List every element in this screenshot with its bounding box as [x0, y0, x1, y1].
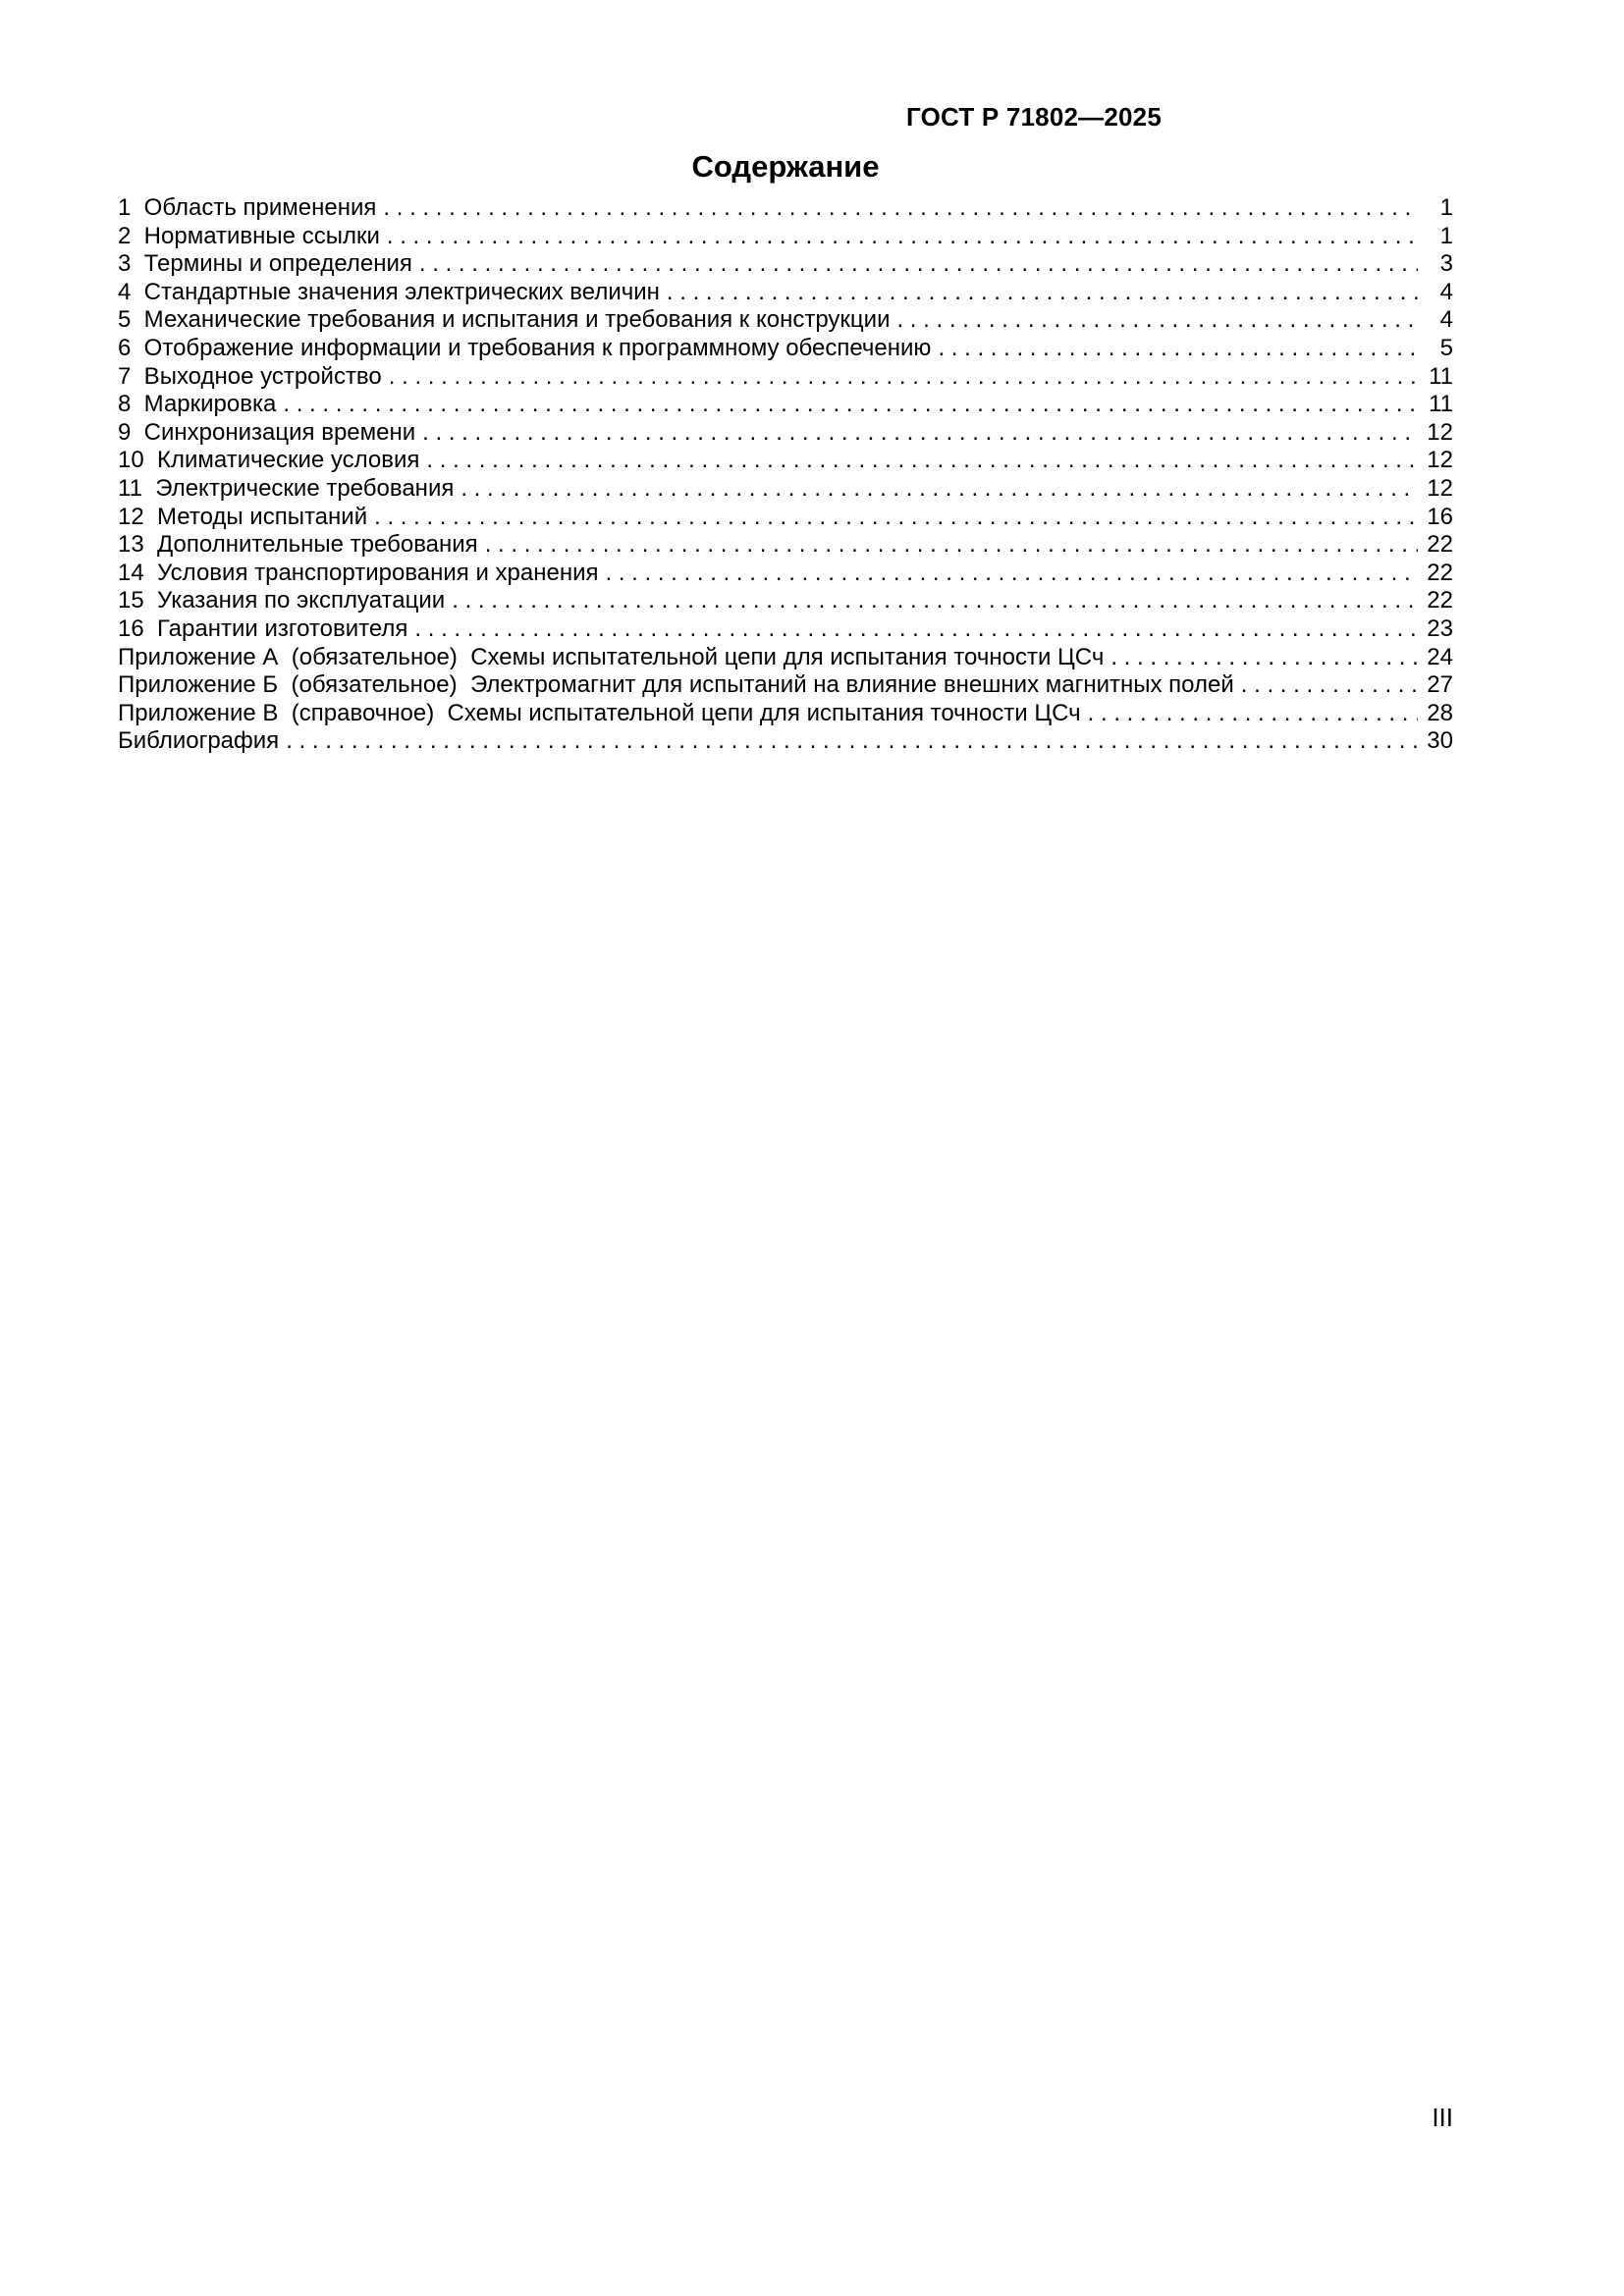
toc-dot-leader: [896, 306, 1418, 335]
toc-entry-label: 14 Условия транспортирования и хранения: [118, 559, 599, 586]
toc-dot-leader: [387, 223, 1418, 251]
toc-entry: [118, 335, 1453, 363]
toc-dot-leader: [383, 194, 1418, 223]
toc-entry-page: 28: [1427, 699, 1453, 726]
toc-entry: [118, 306, 1453, 335]
toc-dot-leader: [414, 615, 1418, 644]
toc-entry-page: 24: [1427, 643, 1453, 670]
toc-entry-label: 16 Гарантии изготовителя: [118, 614, 408, 642]
toc-entry-page: 4: [1439, 306, 1453, 334]
toc-entry-label: 6 Отображение информации и требования к программному обеспечению: [118, 334, 932, 361]
toc-entry-label: 9 Синхронизация времени: [118, 418, 416, 446]
toc-entry: [118, 279, 1453, 307]
toc-entry-label: Библиография: [118, 727, 280, 755]
toc-entry: [118, 644, 1453, 672]
toc-entry-page: 1: [1439, 194, 1453, 221]
toc-entry: [118, 250, 1453, 279]
toc-entry-page: 12: [1427, 474, 1453, 502]
toc-dot-leader: [1088, 700, 1418, 728]
toc-entry-page: 4: [1439, 278, 1453, 305]
toc-entry-label: 11 Электрические требования: [118, 474, 455, 502]
toc-entry: [118, 194, 1453, 223]
toc-dot-leader: [422, 419, 1418, 448]
toc-dot-leader: [374, 504, 1418, 532]
toc-entry-label: 2 Нормативные ссылки: [118, 222, 380, 249]
toc-entry-page: 1: [1439, 222, 1453, 249]
toc-entry: [118, 419, 1453, 448]
toc-dot-leader: [667, 279, 1418, 307]
table-of-contents: [118, 194, 1453, 756]
toc-dot-leader: [938, 335, 1418, 363]
toc-dot-leader: [460, 475, 1418, 504]
toc-dot-leader: [1241, 671, 1418, 700]
toc-entry-page: 30: [1427, 727, 1453, 755]
toc-entry-page: 22: [1427, 531, 1453, 559]
toc-entry: [118, 223, 1453, 251]
toc-entry-page: 11: [1429, 362, 1453, 390]
toc-dot-leader: [286, 727, 1418, 756]
toc-entry-label: 4 Стандартные значения электрических величин: [118, 278, 660, 305]
toc-entry: [118, 700, 1453, 728]
toc-dot-leader: [389, 363, 1418, 392]
toc-entry-label: 13 Дополнительные требования: [118, 531, 478, 559]
toc-entry-page: 23: [1427, 614, 1453, 642]
toc-entry-label: Приложение А (обязательное) Схемы испытательной цепи для испытания точности ЦСч: [118, 643, 1105, 670]
toc-entry: [118, 391, 1453, 419]
toc-entry-label: 12 Методы испытаний: [118, 503, 368, 530]
toc-entry: [118, 727, 1453, 756]
toc-entry-label: Приложение Б (обязательное) Электромагнит для испытаний на влияние внешних магнитных полей: [118, 671, 1234, 699]
toc-entry: [118, 560, 1453, 588]
footer-page-number: III: [1432, 2103, 1453, 2132]
toc-entry: [118, 531, 1453, 560]
toc-entry-page: 3: [1439, 250, 1453, 278]
toc-entry-label: 15 Указания по эксплуатации: [118, 587, 446, 614]
toc-entry: [118, 475, 1453, 504]
toc-entry-page: 5: [1439, 334, 1453, 361]
toc-entry-page: 12: [1427, 447, 1453, 474]
toc-entry-page: 27: [1427, 671, 1453, 699]
toc-entry: [118, 615, 1453, 644]
toc-entry-label: 3 Термины и определения: [118, 250, 412, 278]
toc-entry-label: Приложение В (справочное) Схемы испытательной цепи для испытания точности ЦСч: [118, 699, 1081, 726]
toc-entry-label: 5 Механические требования и испытания и требования к конструкции: [118, 306, 891, 334]
toc-entry: [118, 447, 1453, 475]
running-header-doc-code: ГОСТ Р 71802—2025: [906, 102, 1162, 132]
toc-dot-leader: [452, 587, 1418, 615]
toc-entry-label: 8 Маркировка: [118, 391, 277, 418]
toc-dot-leader: [485, 531, 1418, 560]
toc-dot-leader: [606, 560, 1419, 588]
toc-dot-leader: [283, 391, 1418, 419]
toc-dot-leader: [1110, 644, 1418, 672]
toc-entry: [118, 363, 1453, 392]
toc-entry-page: 22: [1427, 559, 1453, 586]
toc-dot-leader: [426, 447, 1418, 475]
toc-entry-label: 7 Выходное устройство: [118, 362, 382, 390]
toc-entry-page: 11: [1429, 391, 1453, 418]
toc-entry-page: 22: [1427, 587, 1453, 614]
toc-dot-leader: [419, 250, 1418, 279]
toc-entry-label: 1 Область применения: [118, 194, 377, 221]
toc-entry: [118, 587, 1453, 615]
page-title: Содержание: [691, 149, 880, 184]
toc-entry: [118, 504, 1453, 532]
toc-entry: [118, 671, 1453, 700]
toc-entry-label: 10 Климатические условия: [118, 447, 420, 474]
toc-entry-page: 12: [1427, 418, 1453, 446]
toc-entry-page: 16: [1427, 503, 1453, 530]
